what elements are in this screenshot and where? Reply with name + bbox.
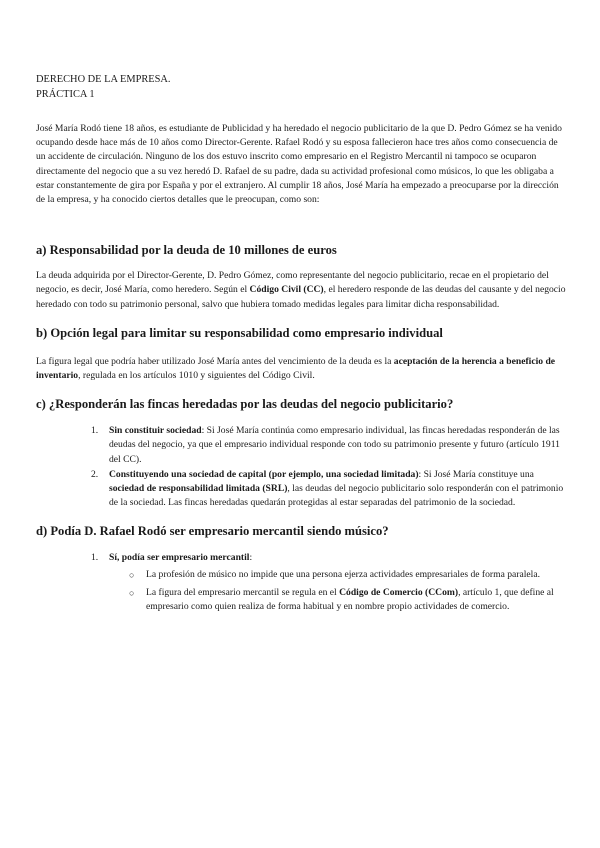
list-number: 2.: [91, 468, 99, 480]
practice-title: PRÁCTICA 1: [36, 89, 95, 100]
list-item-text: : Si José María constituye una: [418, 468, 534, 480]
sublist-item: [109, 586, 566, 614]
document-header: [36, 72, 566, 102]
sublist-item-text: La profesión de músico no impide que una persona ejerza actividades empresariales de forma paralela.: [146, 568, 540, 580]
list-item: [36, 468, 566, 511]
sublist-item-bold: Código de Comercio (CCom): [339, 586, 459, 598]
list-item-bold: Constituyendo una sociedad de capital (por ejemplo, una sociedad limitada): [109, 468, 419, 480]
section-a-heading: a) Responsabilidad por la deuda de 10 millones de euros: [36, 243, 337, 258]
section-b-text-1: La figura legal que podría haber utilizado José María antes del vencimiento de la deuda es la: [36, 355, 394, 367]
section-a-paragraph: [36, 269, 566, 312]
section-a-bold-1: Código Civil (CC): [249, 284, 324, 296]
section-b-heading: b) Opción legal para limitar su responsabilidad como empresario individual: [36, 325, 443, 340]
list-item-text: : Si José María continúa como empresario individual, las fincas heredadas responderán de las deudas del negocio, ya que el empresario individual responde con todo su patrimonio presente y futuro (artículo 1911 del CC).: [109, 425, 560, 465]
list-item-bold: Sin constituir sociedad: [109, 425, 202, 437]
section-b-text-2: , regulada en los artículos 1010 y siguientes del Código Civil.: [78, 370, 315, 382]
list-item-bold: Sí, podía ser empresario mercantil: [109, 552, 250, 564]
section-b-bold-1: aceptación de la herencia a beneficio de inventario: [36, 355, 556, 382]
sublist-item-text: La figura del empresario mercantil se regula en el: [146, 586, 340, 598]
list-item-text: :: [249, 552, 253, 564]
sublist-item: [109, 568, 566, 582]
list-item-bold-2: sociedad de responsabilidad limitada (SRL): [109, 483, 288, 495]
section-d-sublist: [109, 568, 566, 615]
section-a-text-2: , el heredero responde de las deudas del causante y del negocio heredado con todo su patrimonio personal, salvo que hubiera tomado medidas legales para limitar dicha responsabilidad.: [36, 284, 566, 310]
circle-bullet-icon: ○: [129, 569, 135, 580]
course-title: DERECHO DE LA EMPRESA.: [36, 74, 171, 85]
intro-paragraph: José María Rodó tiene 18 años, es estudiante de Publicidad y ha heredado el negocio publicitario de la que D. Pedro Gómez se ha venido ocupando desde hace más de 10 años como Director-Gerente. Rafael Rodó y su esposa fallecieron hace tres años como consecuencia de un accidente de circulación. Ninguno de los dos estuvo inscrito como empresario en el Registro Mercantil ni tampoco se ocuparon directamente del negocio que a su vez heredó D. Rafael de su padre, dada su actividad profesional como músicos, lo que les obligaba a estar constantemente de gira por España y por el extranjero. Al cumplir 18 años, José María ha empezado a preocuparse por la dirección de la empresa, y ha conocido ciertos detalles que le preocupan, como son:: [36, 123, 562, 206]
list-item: [36, 551, 566, 614]
section-d-heading: d) Podía D. Rafael Rodó ser empresario mercantil siendo músico?: [36, 524, 389, 539]
section-c-heading: c) ¿Responderán las fincas heredadas por las deudas del negocio publicitario?: [36, 397, 454, 412]
list-number: 1.: [91, 425, 99, 437]
section-a-text-1: La deuda adquirida por el Director-Gerente, D. Pedro Gómez, como representante del negocio publicitario, recae en el propietario del negocio, es decir, José María, como heredero. Según el: [36, 270, 549, 296]
list-item-text-2: , las deudas del negocio publicitario solo responderán con el patrimonio de la sociedad. Las fincas heredadas quedarán protegidas al estar separadas del patrimonio de la sociedad.: [109, 483, 564, 509]
section-c-list: [36, 424, 566, 510]
document-page: [36, 72, 566, 618]
circle-bullet-icon: ○: [129, 587, 135, 598]
section-d-list: [36, 551, 566, 614]
sublist-item-text-2: , artículo 1, que define al empresario como quien realiza de forma habitual y en nombre propio actividades de comercio.: [146, 586, 554, 613]
list-number: 1.: [91, 552, 99, 564]
section-b-paragraph: [36, 355, 566, 383]
list-item: [36, 424, 566, 467]
